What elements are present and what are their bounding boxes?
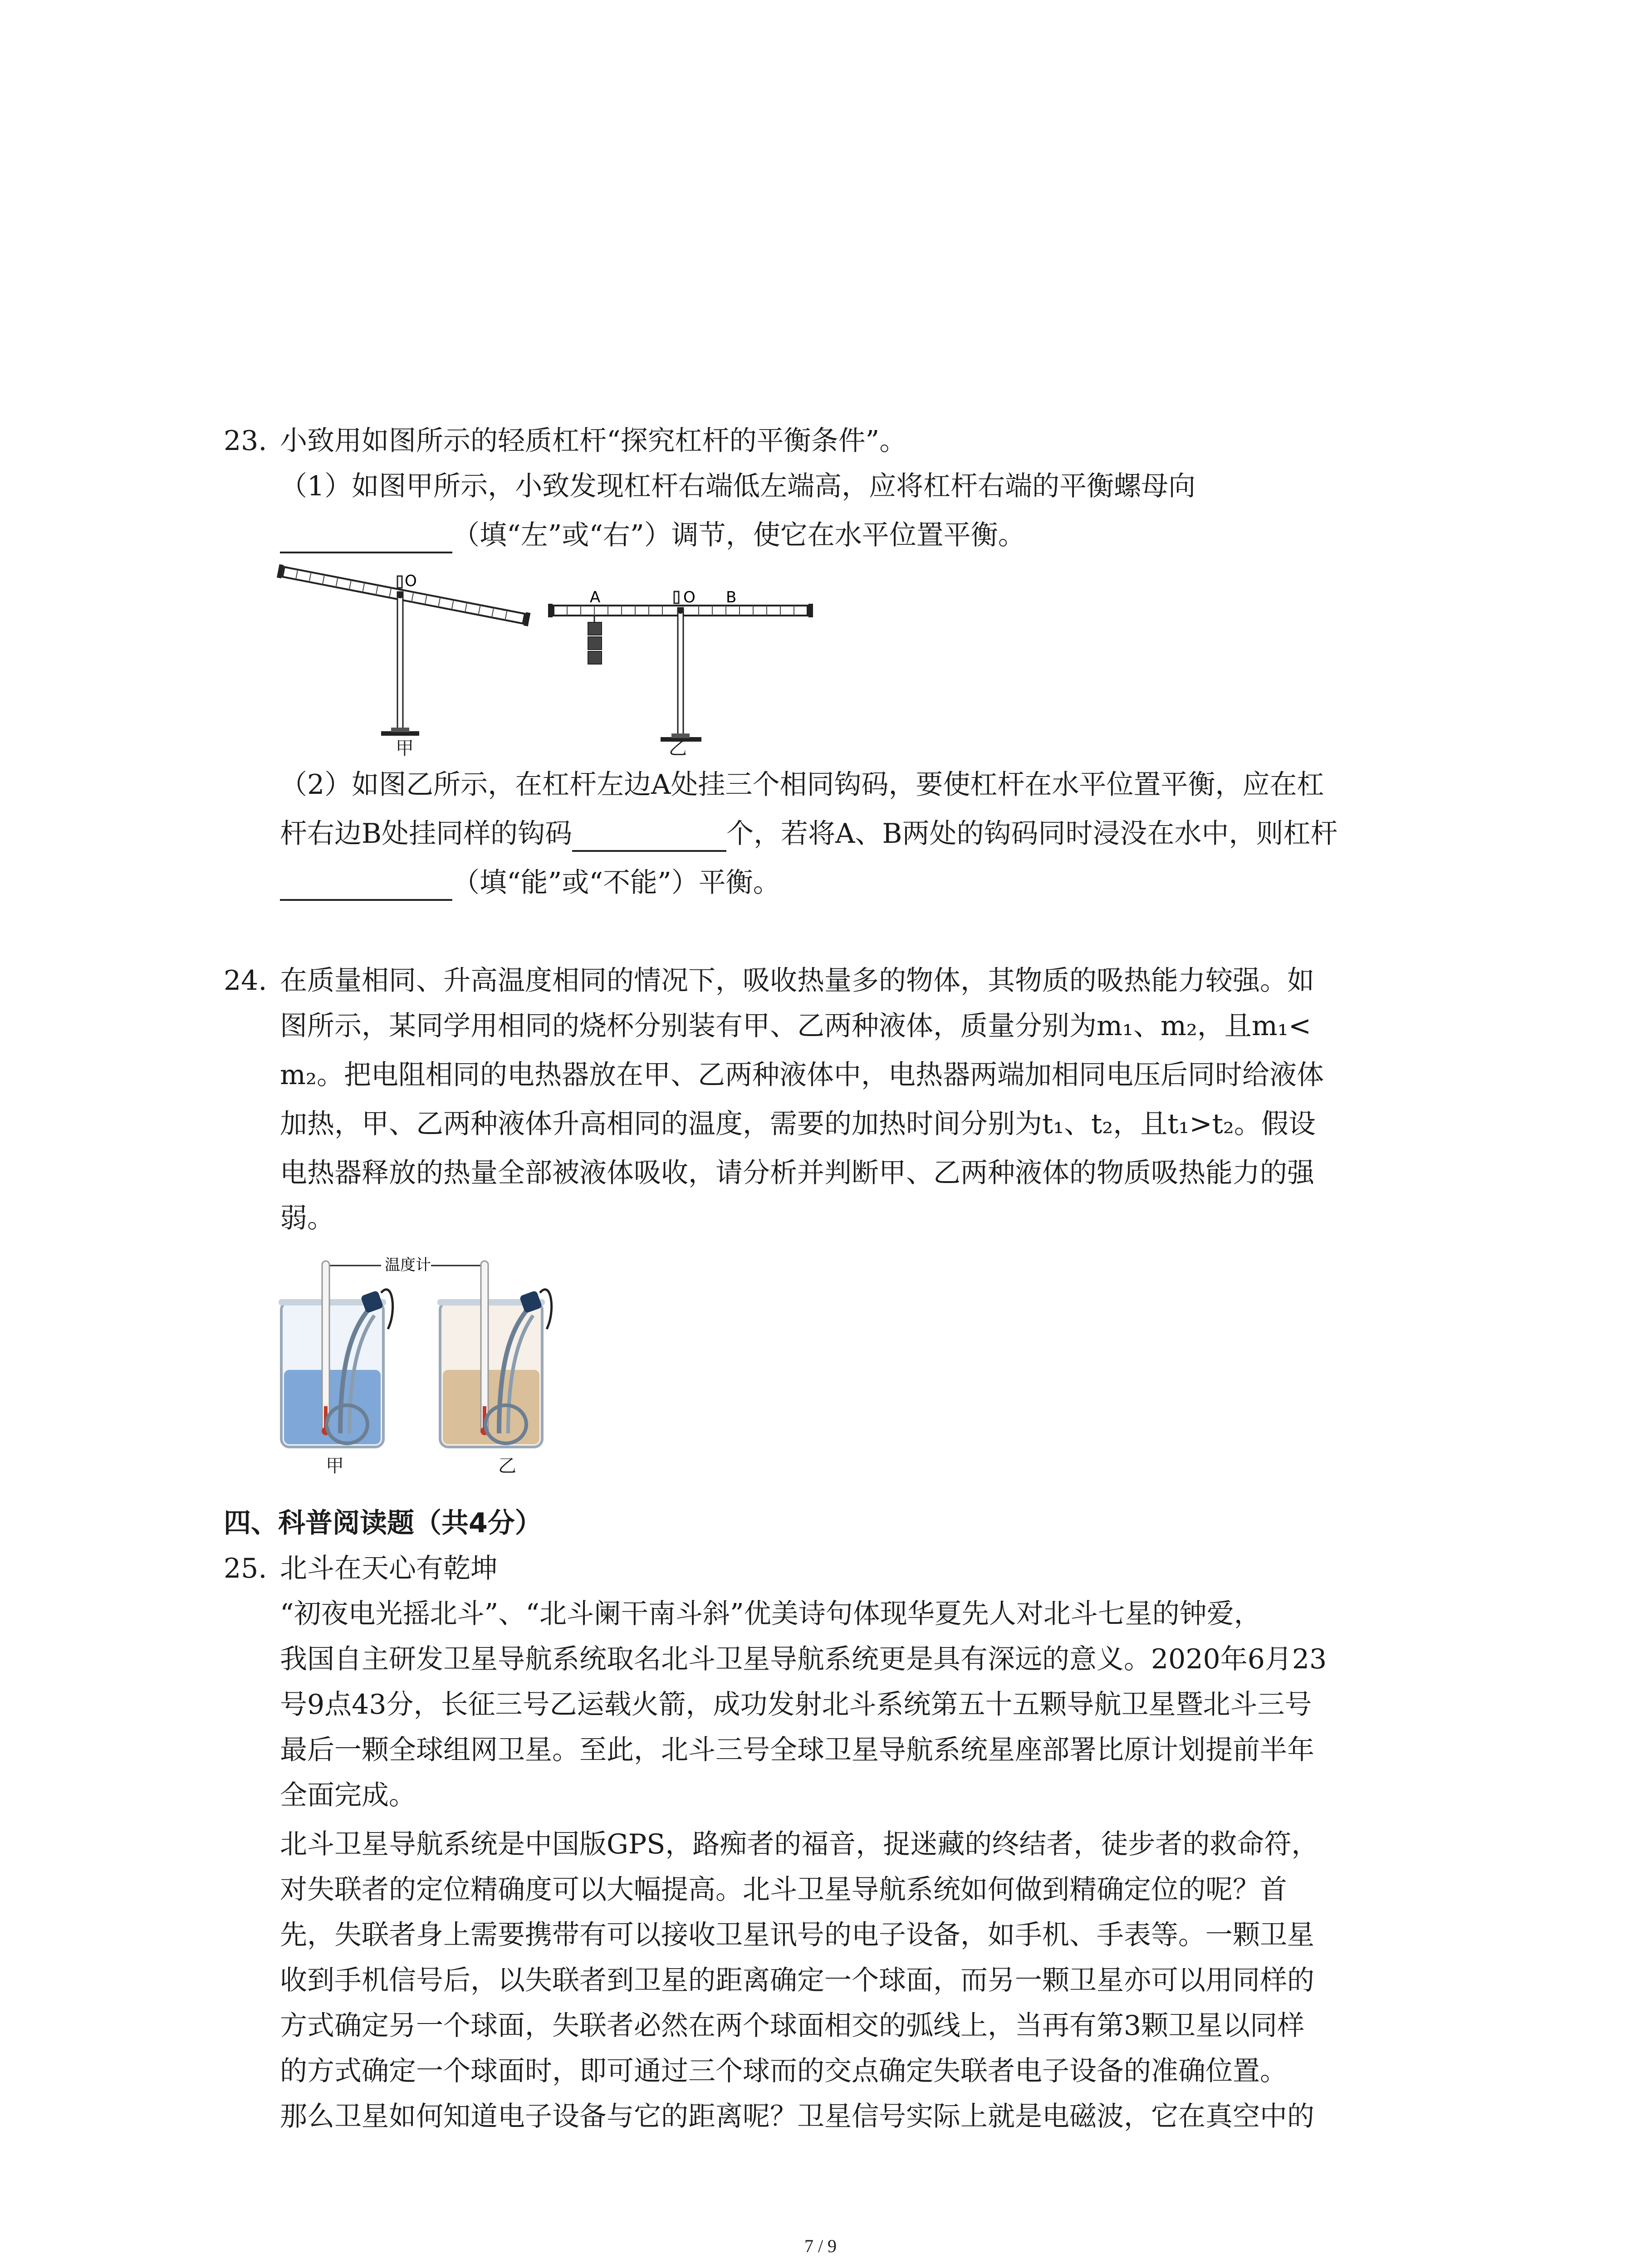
question-24-line2: 图所示，某同学用相同的烧杯分别装有甲、乙两种液体，质量分别为m₁、m₂，且m₁< <box>280 1010 1312 1042</box>
question-23-stem: 小致用如图所示的轻质杠杆“探究杠杆的平衡条件”。 <box>280 425 907 457</box>
pivot-o-label-yi: O <box>683 588 696 606</box>
beaker-jia-label: 甲 <box>326 1456 344 1476</box>
lever-figure-jia <box>272 553 535 753</box>
beaker-jia <box>279 1261 393 1447</box>
question-23-part2-line1: （2）如图乙所示，在杠杆左边A处挂三个相同钩码，要使杠杆在水平位置平衡，应在杠 <box>280 769 1324 801</box>
question-25-text-line: 先，失联者身上需要携带有可以接收卫星讯号的电子设备，如手机、手表等。一颗卫星 <box>280 1919 1314 1951</box>
question-23-part1-line2 <box>280 517 1025 553</box>
question-25-text-line: 那么卫星如何知道电子设备与它的距离呢？卫星信号实际上就是电磁波，它在真空中的 <box>280 2101 1314 2132</box>
question-24-line5: 电热器释放的热量全部被液体吸收，请分析并判断甲、乙两种液体的物质吸热能力的强 <box>280 1157 1314 1189</box>
part1-line2-text: （填“左”或“右”）调节，使它在水平位置平衡。 <box>452 519 1025 551</box>
beaker-figure <box>272 1243 617 1461</box>
part2-line2-text-b: 个，若将A、B两处的钩码同时浸没在水中，则杠杆 <box>726 818 1338 850</box>
question-25-text-line: 全面完成。 <box>280 1779 416 1811</box>
question-23-part2-line2 <box>280 816 1338 852</box>
hook-weights <box>588 616 602 664</box>
point-a-label: A <box>590 588 601 606</box>
question-24-line1: 在质量相同、升高温度相同的情况下，吸收热量多的物体，其物质的吸热能力较强。如 <box>280 965 1314 997</box>
question-23-number: 23. <box>224 425 267 457</box>
question-23-part1-line1: （1）如图甲所示，小致发现杠杆右端低左端高，应将杠杆右端的平衡螺母向 <box>280 470 1196 502</box>
answer-blank-count[interactable] <box>572 820 726 852</box>
question-25-text-line: 收到手机信号后，以失联者到卫星的距离确定一个球面，而另一颗卫星亦可以用同样的 <box>280 1965 1314 1996</box>
beaker-yi-label: 乙 <box>498 1456 516 1476</box>
question-23-part2-line3 <box>280 865 780 901</box>
figure-jia-label: 甲 <box>396 738 414 759</box>
question-25-text-line: 对失联者的定位精确度可以大幅提高。北斗卫星导航系统如何做到精确定位的呢？首 <box>280 1874 1287 1906</box>
question-25-text-line: 的方式确定一个球面时，即可通过三个球而的交点确定失联者电子设备的准确位置。 <box>280 2055 1287 2087</box>
question-25-text-line: 方式确定另一个球面，失联者必然在两个球面相交的弧线上，当再有第3颗卫星以同样 <box>280 2010 1305 2042</box>
question-24-line3: m₂。把电阻相同的电热器放在甲、乙两种液体中，电热器两端加相同电压后同时给液体 <box>280 1059 1324 1091</box>
question-25-text-line: 我国自主研发卫星导航系统取名北斗卫星导航系统更是具有深远的意义。2020年6月23 <box>280 1643 1327 1675</box>
answer-blank-direction[interactable] <box>280 522 452 553</box>
question-24-line6: 弱。 <box>280 1202 334 1234</box>
question-24-number: 24. <box>224 965 267 997</box>
question-24-line4: 加热，甲、乙两种液体升高相同的温度，需要的加热时间分别为t₁、t₂，且t₁>t₂。假设 <box>280 1108 1316 1140</box>
question-25-text-line: 号9点43分，长征三号乙运载火箭，成功发射北斗系统第五十五颗导航卫星暨北斗三号 <box>280 1689 1312 1721</box>
page-number: 7 / 9 <box>804 2236 837 2256</box>
question-25-text-line: 北斗卫星导航系统是中国版GPS，路痴者的福音，捉迷藏的终结者，徒步者的救命符， <box>280 1828 1319 1860</box>
figure-yi-label: 乙 <box>669 738 687 759</box>
part2-line3-text: （填“能”或“不能”）平衡。 <box>452 867 780 899</box>
pivot-o-label-jia: O <box>405 572 417 590</box>
beaker-yi <box>437 1261 552 1447</box>
thermometer-label: 温度计 <box>385 1256 431 1274</box>
question-25-number: 25. <box>224 1553 267 1584</box>
question-25-title: 北斗在天心有乾坤 <box>280 1553 498 1584</box>
question-25-text-line: 最后一颗全球组网卫星。至此，北斗三号全球卫星导航系统星座部署比原计划提前半年 <box>280 1734 1314 1766</box>
point-b-label: B <box>726 588 737 606</box>
question-25-text-line: “初夜电光摇北斗”、“北斗阑干南斗斜”优美诗句体现华夏先人对北斗七星的钟爱， <box>280 1598 1261 1630</box>
answer-blank-balance[interactable] <box>280 869 452 901</box>
section-4-heading: 四、科普阅读题（共4分） <box>224 1507 542 1539</box>
part2-line2-text-a: 杆右边B处挂同样的钩码 <box>280 818 573 850</box>
